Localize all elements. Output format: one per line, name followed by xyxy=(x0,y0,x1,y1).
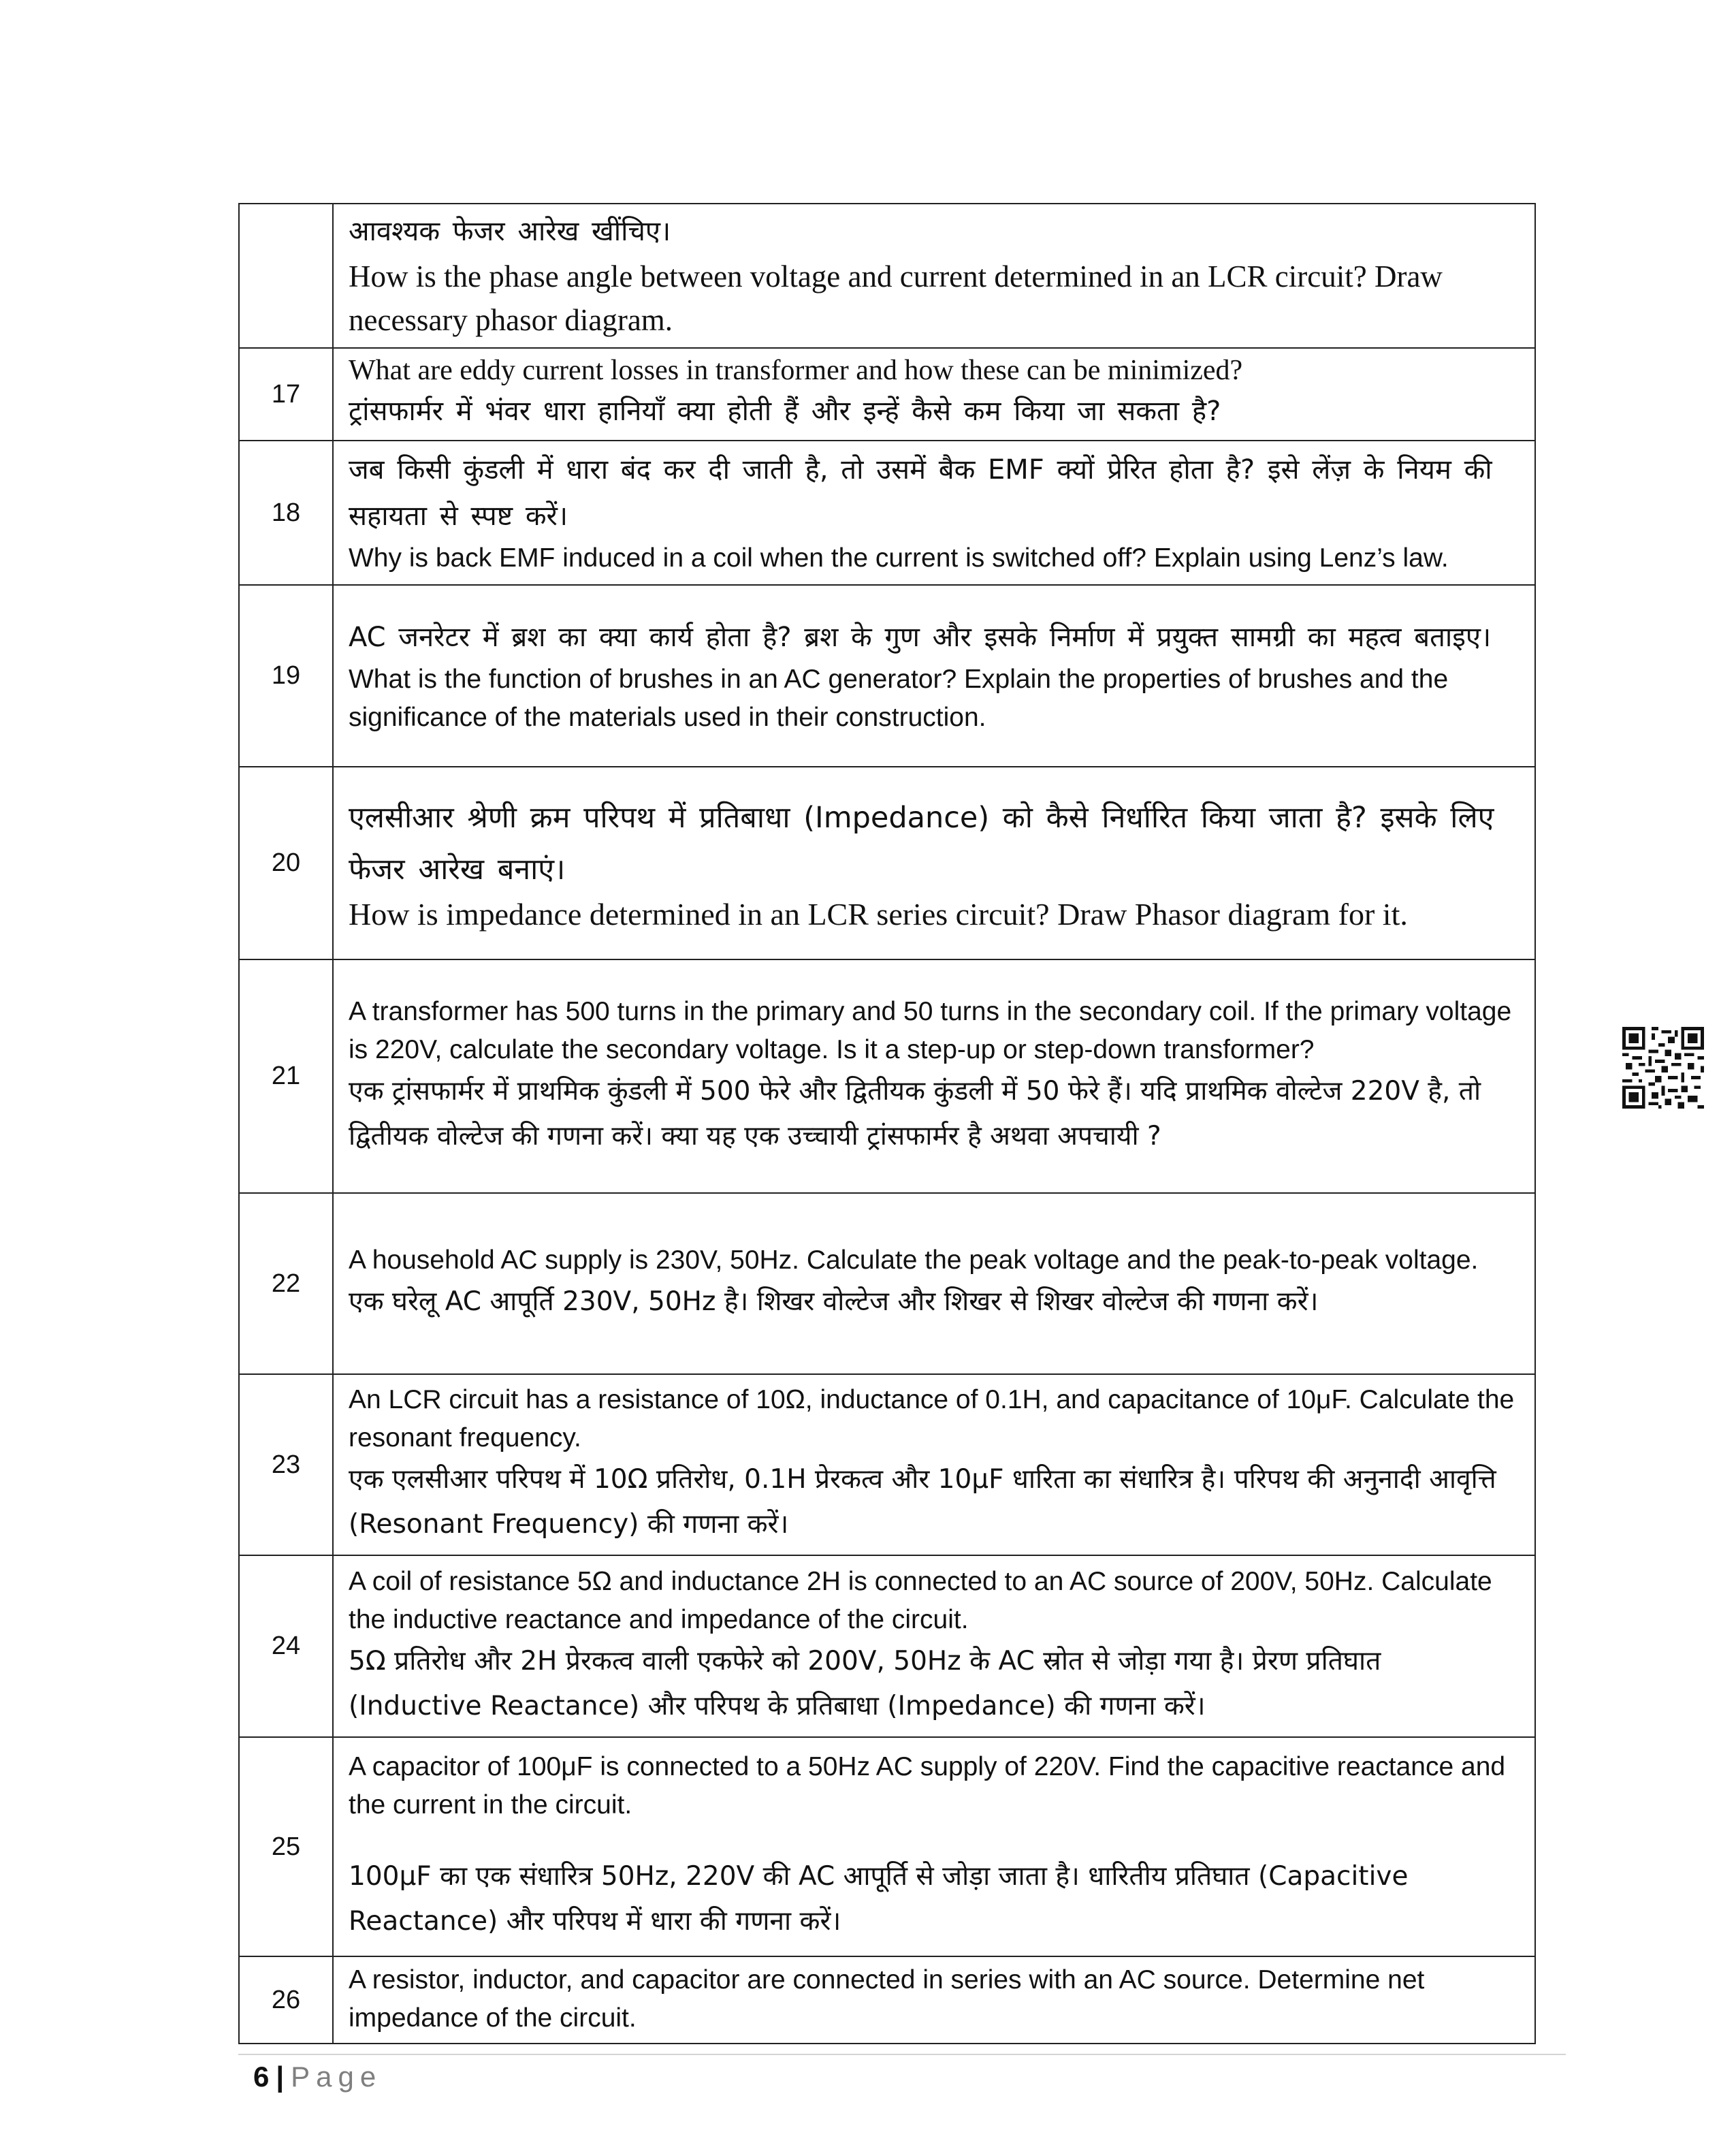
question-row-18 xyxy=(239,441,1535,585)
question-text-english: A coil of resistance 5Ω and inductance 2H is connected to an AC source of 200V, 50Hz. Calculate the inductive reactance and impedance of the circuit. xyxy=(349,1566,1492,1634)
question-text xyxy=(333,959,1535,1193)
question-text-hindi: 5Ω प्रतिरोध और 2H प्रेरकत्व वाली एकफेरे को 200V, 50Hz के AC स्रोत से जोड़ा गया है। प्रेरण प्रतिघात (Inductive Reactance) और परिपथ के प्रतिबाधा (Impedance) की गणना करें। xyxy=(349,1645,1381,1721)
spacer xyxy=(349,1824,1521,1854)
question-text-hindi: 100μF का एक संधारित्र 50Hz, 220V की AC आपूर्ति से जोड़ा जाता है। धारितीय प्रतिघात (Capacitive Reactance) और परिपथ में धारा की गणना करें। xyxy=(349,1861,1409,1937)
question-row-23 xyxy=(239,1374,1535,1555)
question-number: 22 xyxy=(239,1193,333,1374)
question-number: 23 xyxy=(239,1374,333,1555)
question-row-20 xyxy=(239,767,1535,959)
page-number: 6 xyxy=(253,2061,270,2093)
footer-divider xyxy=(238,2054,1566,2055)
question-text-hindi: जब किसी कुंडली में धारा बंद कर दी जाती है, तो उसमें बैक EMF क्यों प्रेरित होता है? इसे लेंज़ के नियम की सहायता से स्पष्ट करें। xyxy=(349,454,1492,532)
question-number: 17 xyxy=(239,348,333,441)
question-row-26 xyxy=(239,1956,1535,2044)
question-text xyxy=(333,1956,1535,2044)
question-text xyxy=(333,1193,1535,1374)
question-number: 19 xyxy=(239,585,333,767)
question-text xyxy=(333,1737,1535,1956)
question-text-english: A household AC supply is 230V, 50Hz. Calculate the peak voltage and the peak-to-peak voltage. xyxy=(349,1245,1479,1275)
question-number: 25 xyxy=(239,1737,333,1956)
page-footer xyxy=(253,2061,382,2093)
question-text-english: A resistor, inductor, and capacitor are connected in series with an AC source. Determine net impedance of the circuit. xyxy=(349,1965,1425,2033)
question-row-16-cont xyxy=(239,204,1535,348)
question-text xyxy=(333,441,1535,585)
question-text xyxy=(333,585,1535,767)
question-text xyxy=(333,204,1535,348)
question-row-21 xyxy=(239,959,1535,1193)
question-number: 18 xyxy=(239,441,333,585)
question-number xyxy=(239,204,333,348)
question-row-24 xyxy=(239,1555,1535,1737)
question-text-hindi: एलसीआर श्रेणी क्रम परिपथ में प्रतिबाधा (Impedance) को कैसे निर्धारित किया जाता है? इसके लिए फेजर आरेख बनाएं। xyxy=(349,800,1494,887)
question-text-english: What is the function of brushes in an AC generator? Explain the properties of brushes and the significance of the materials used in their construction. xyxy=(349,664,1449,732)
question-text-english: A capacitor of 100μF is connected to a 50Hz AC supply of 220V. Find the capacitive reactance and the current in the circuit. xyxy=(349,1752,1506,1820)
page-label: Page xyxy=(291,2061,383,2093)
question-number: 21 xyxy=(239,959,333,1193)
question-number: 24 xyxy=(239,1555,333,1737)
footer-separator: | xyxy=(276,2061,285,2093)
question-number: 26 xyxy=(239,1956,333,2044)
question-text xyxy=(333,1374,1535,1555)
question-text xyxy=(333,767,1535,959)
question-text-english: How is impedance determined in an LCR series circuit? Draw Phasor diagram for it. xyxy=(349,896,1408,932)
question-text-hindi: ट्रांसफार्मर में भंवर धारा हानियाँ क्या होती हैं और इन्हें कैसे कम किया जा सकता है? xyxy=(349,396,1221,427)
question-text xyxy=(333,1555,1535,1737)
question-text-english: An LCR circuit has a resistance of 10Ω, inductance of 0.1H, and capacitance of 10μF. Calculate the resonant frequency. xyxy=(349,1385,1515,1452)
question-number: 20 xyxy=(239,767,333,959)
question-row-17 xyxy=(239,348,1535,441)
question-text-hindi: एक एलसीआर परिपथ में 10Ω प्रतिरोध, 0.1H प्रेरकत्व और 10μF धारिता का संधारित्र है। परिपथ की अनुनादी आवृत्ति (Resonant Frequency) की गणना करें। xyxy=(349,1464,1496,1540)
question-text-hindi: एक घरेलू AC आपूर्ति 230V, 50Hz है। शिखर वोल्टेज और शिखर से शिखर वोल्टेज की गणना करें। xyxy=(349,1286,1319,1317)
qr-code-icon xyxy=(1622,1027,1704,1109)
question-text-hindi: AC जनरेटर में ब्रश का क्या कार्य होता है? ब्रश के गुण और इसके निर्माण में प्रयुक्त सामग्री का महत्व बताइए। xyxy=(349,621,1492,653)
question-text-english: How is the phase angle between voltage and current determined in an LCR circuit? Draw necessary phasor diagram. xyxy=(349,259,1443,337)
question-row-19 xyxy=(239,585,1535,767)
question-text-hindi: आवश्यक फेजर आरेख खींचिए। xyxy=(349,216,671,247)
question-text xyxy=(333,348,1535,441)
question-row-22 xyxy=(239,1193,1535,1374)
question-text-english: What are eddy current losses in transformer and how these can be minimized? xyxy=(349,355,1243,386)
question-text-english: A transformer has 500 turns in the primary and 50 turns in the secondary coil. If the primary voltage is 220V, calculate the secondary voltage. Is it a step-up or step-down transformer? xyxy=(349,996,1512,1064)
question-text-english: Why is back EMF induced in a coil when the current is switched off? Explain using Lenz’s law. xyxy=(349,543,1449,573)
question-text-hindi: एक ट्रांसफार्मर में प्राथमिक कुंडली में 500 फेरे और द्वितीयक कुंडली में 50 फेरे हैं। यदि प्राथमिक वोल्टेज 220V है, तो द्वितीयक वोल्टेज की गणना करें। क्या यह एक उच्चायी ट्रांसफार्मर है अथवा अपचायी ? xyxy=(349,1075,1481,1151)
questions-table xyxy=(238,203,1536,2044)
question-row-25 xyxy=(239,1737,1535,1956)
